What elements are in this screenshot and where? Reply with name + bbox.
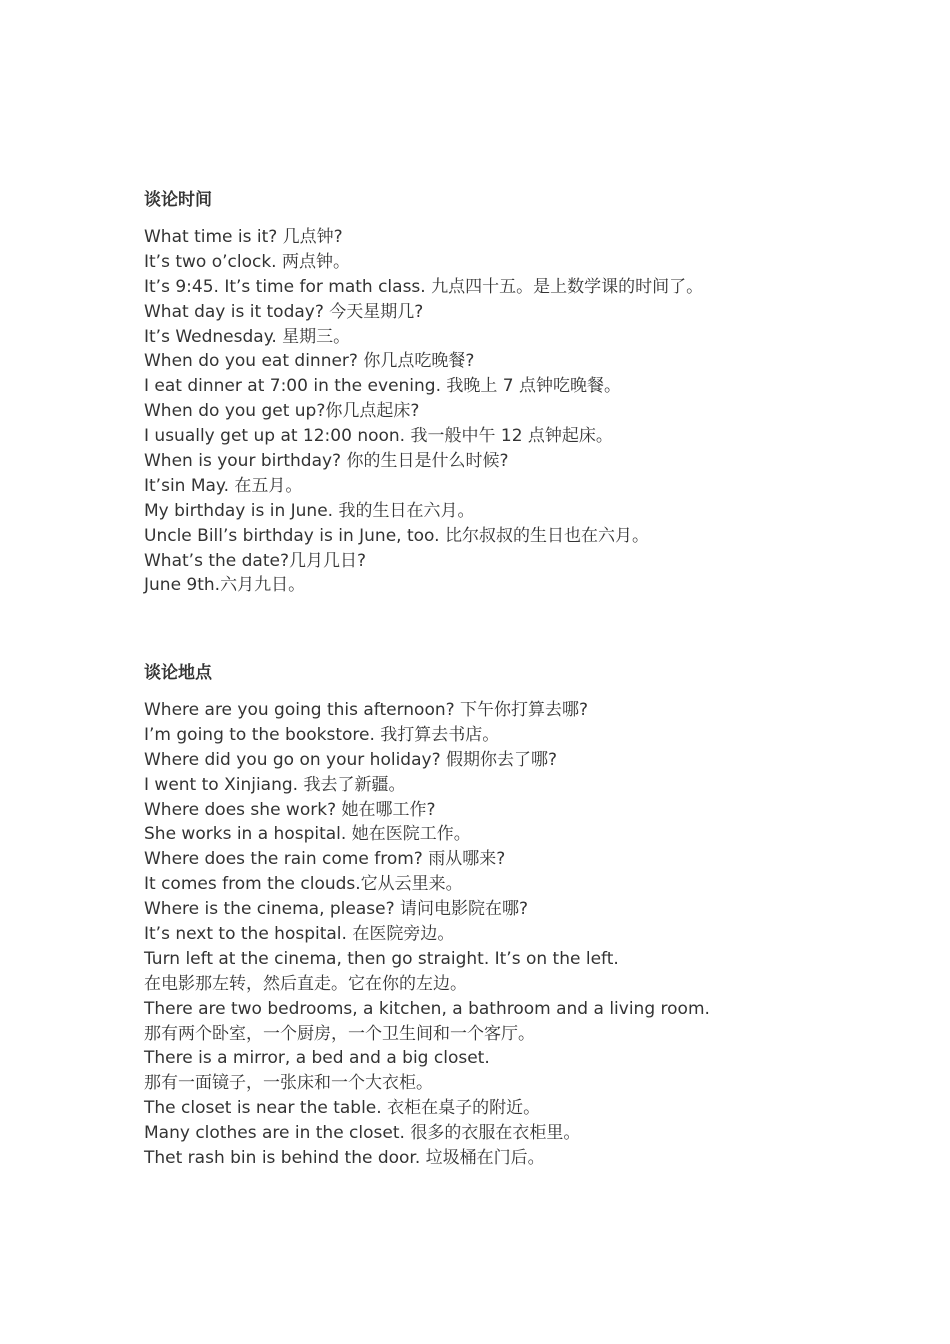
phrase-line: Thet rash bin is behind the door. 垃圾桶在门后。 — [144, 1148, 545, 1169]
phrase-line: It’s next to the hospital. 在医院旁边。 — [144, 924, 455, 945]
section-title: 谈论地点 — [144, 663, 212, 683]
phrase-line: The closet is near the table. 衣柜在桌子的附近。 — [144, 1098, 541, 1119]
phrase-line: 在电影那左转，然后直走。它在你的左边。 — [144, 973, 467, 994]
phrase-line: Where is the cinema, please? 请问电影院在哪? — [144, 899, 529, 920]
phrase-line: It’s 9:45. It’s time for math class. 九点四十五。是上数学课的时间了。 — [144, 276, 704, 297]
phrase-line: Many clothes are in the closet. 很多的衣服在衣柜里。 — [144, 1123, 581, 1144]
phrase-line: Turn left at the cinema, then go straight. It’s on the left. — [144, 948, 619, 969]
phrase-line: Where does she work? 她在哪工作? — [144, 799, 436, 820]
section-title: 谈论时间 — [144, 190, 212, 210]
phrase-line: Where are you going this afternoon? 下午你打算去哪? — [144, 700, 589, 720]
phrase-line: When is your birthday? 你的生日是什么时候? — [144, 451, 509, 472]
phrase-line: What day is it today? 今天星期几? — [144, 301, 424, 322]
section-places — [144, 662, 844, 1171]
phrase-line: It comes from the clouds.它从云里来。 — [144, 874, 463, 895]
phrase-line: It’s two o’clock. 两点钟。 — [144, 251, 350, 272]
phrase-line: 那有一面镜子，一张床和一个大衣柜。 — [144, 1073, 433, 1094]
phrase-line: Where did you go on your holiday? 假期你去了哪? — [144, 749, 558, 770]
phrase-line: I eat dinner at 7:00 in the evening. 我晚上 7 点钟吃晚餐。 — [144, 376, 622, 397]
phrase-line: I usually get up at 12:00 noon. 我一般中午 12 点钟起床。 — [144, 426, 613, 447]
phrase-line: It’s Wednesday. 星期三。 — [144, 326, 351, 347]
phrase-line: June 9th.六月九日。 — [144, 575, 306, 596]
phrase-line: It’sin May. 在五月。 — [144, 475, 303, 496]
phrase-line: 那有两个卧室，一个厨房，一个卫生间和一个客厅。 — [144, 1023, 535, 1044]
phrase-list — [144, 225, 844, 598]
phrase-line: Uncle Bill’s birthday is in June, too. 比尔叔叔的生日也在六月。 — [144, 525, 649, 546]
phrase-line: When do you eat dinner? 你几点吃晚餐? — [144, 351, 475, 372]
phrase-line: What’s the date?几月几日? — [144, 550, 367, 571]
phrase-line: What time is it? 几点钟? — [144, 227, 343, 247]
phrase-line: There is a mirror, a bed and a big closet. — [144, 1048, 490, 1069]
phrase-line: I’m going to the bookstore. 我打算去书店。 — [144, 724, 500, 745]
phrase-line: When do you get up?你几点起床? — [144, 401, 420, 422]
phrase-list — [144, 698, 844, 1171]
phrase-line: There are two bedrooms, a kitchen, a bathroom and a living room. — [144, 998, 710, 1019]
phrase-line: My birthday is in June. 我的生日在六月。 — [144, 500, 475, 521]
phrase-line: Where does the rain come from? 雨从哪来? — [144, 849, 506, 870]
phrase-line: She works in a hospital. 她在医院工作。 — [144, 824, 471, 845]
phrase-line: I went to Xinjiang. 我去了新疆。 — [144, 774, 406, 795]
section-time — [144, 189, 844, 598]
